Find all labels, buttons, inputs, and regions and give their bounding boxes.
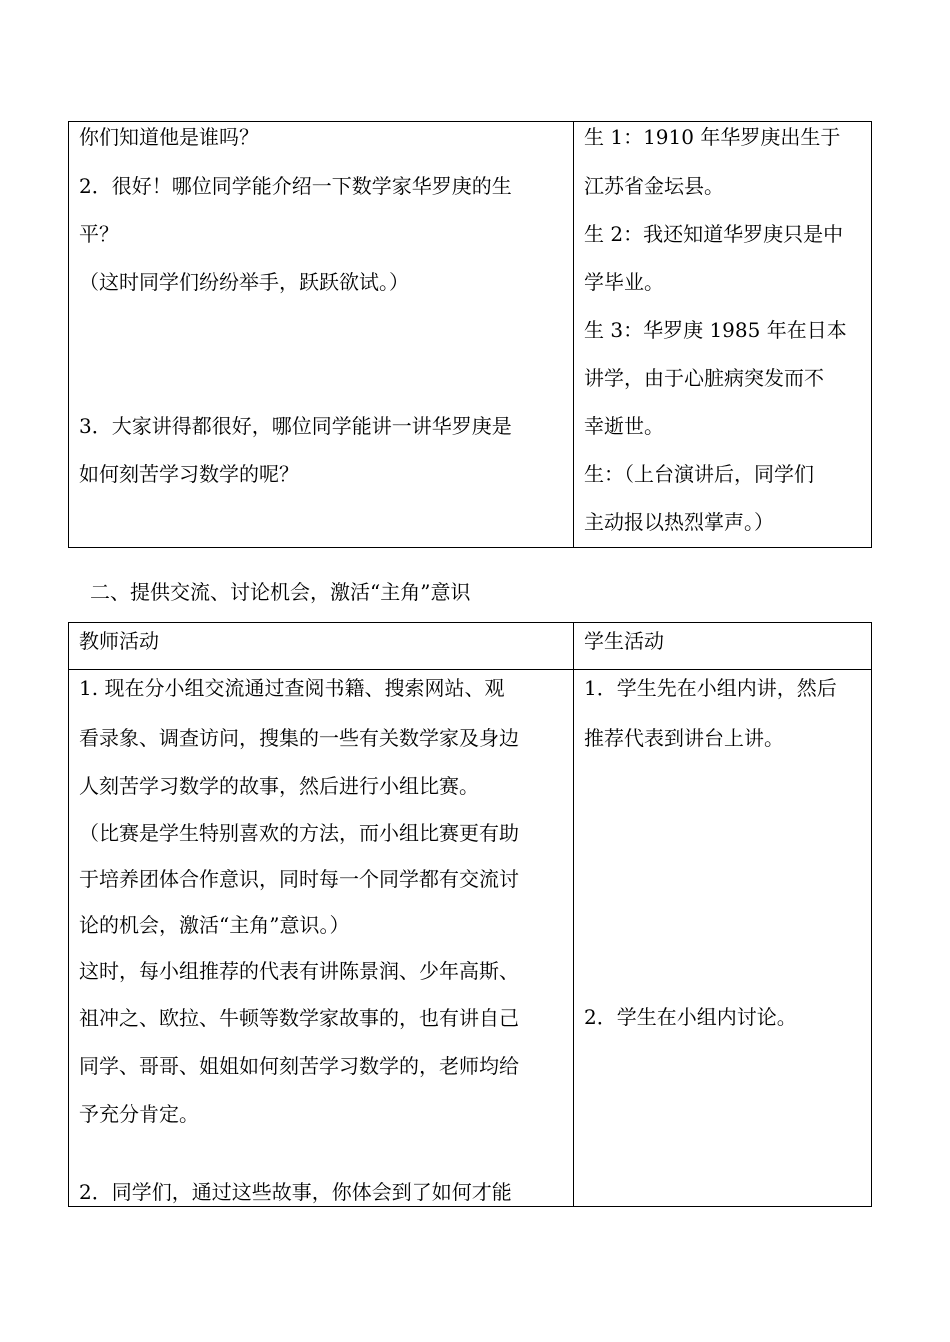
section-heading: 二、提供交流、讨论机会，激活“主角”意识: [90, 580, 471, 604]
text-line: 平？: [79, 222, 119, 246]
text-line: 2．同学们，通过这些故事，你体会到了如何才能: [79, 1180, 512, 1204]
text-line: 1. 现在分小组交流通过查阅书籍、搜索网站、观: [79, 676, 505, 700]
table-header-row: [69, 623, 871, 670]
text-line: 推荐代表到讲台上讲。: [584, 726, 784, 750]
header-teacher-activity: 教师活动: [69, 623, 574, 669]
activity-table-1: [68, 121, 872, 548]
text-line: 祖冲之、欧拉、牛顿等数学家故事的，也有讲自己: [79, 1006, 519, 1030]
student-activity-cell: [574, 670, 871, 1207]
text-line: 予充分肯定。: [79, 1102, 199, 1126]
text-line: 看录象、调查访问，搜集的一些有关数学家及身边: [79, 726, 519, 750]
text-line: 论的机会，激活“主角”意识。）: [79, 913, 350, 937]
activity-table-2: [68, 622, 872, 1207]
text-line: 如何刻苦学习数学的呢？: [79, 462, 299, 486]
text-line: 于培养团体合作意识，同时每一个同学都有交流讨: [79, 867, 519, 891]
text-line: 生：（上台演讲后，同学们: [584, 462, 814, 486]
text-line: 幸逝世。: [584, 414, 664, 438]
blank-line: [79, 1138, 563, 1168]
text-line: 主动报以热烈掌声。）: [584, 510, 774, 534]
text-line: 1．学生先在小组内讲，然后: [584, 676, 837, 700]
teacher-activity-cell: [69, 122, 574, 547]
text-line: 这时，每小组推荐的代表有讲陈景润、少年高斯、: [79, 959, 519, 983]
text-line: 人刻苦学习数学的故事，然后进行小组比赛。: [79, 774, 479, 798]
teacher-activity-cell: [69, 670, 574, 1207]
blank-line: [79, 354, 563, 402]
text-line: （比赛是学生特别喜欢的方法，而小组比赛更有助: [79, 821, 519, 845]
text-line: 3．大家讲得都很好，哪位同学能讲一讲华罗庚是: [79, 414, 512, 438]
text-line: （这时同学们纷纷举手，跃跃欲试。）: [79, 270, 409, 294]
text-line: 生 1：1910 年华罗庚出生于: [584, 125, 841, 149]
table-body-row: [69, 670, 871, 1207]
text-line: 2．学生在小组内讨论。: [584, 1005, 797, 1029]
header-student-activity: 学生活动: [584, 629, 664, 653]
text-line: 同学、哥哥、姐姐如何刻苦学习数学的，老师均给: [79, 1054, 519, 1078]
text-line: 江苏省金坛县。: [584, 174, 724, 198]
text-line: 你们知道他是谁吗？: [79, 125, 259, 149]
text-line: 生 3：华罗庚 1985 年在日本: [584, 318, 847, 342]
blank-line: [79, 306, 563, 354]
text-line: 讲学，由于心脏病突发而不: [584, 366, 824, 390]
text-line: 2．很好！哪位同学能介绍一下数学家华罗庚的生: [79, 174, 512, 198]
text-line: 学毕业。: [584, 270, 664, 294]
student-activity-cell: [574, 122, 871, 547]
blank-area: [584, 762, 861, 993]
text-line: 生 2：我还知道华罗庚只是中: [584, 222, 844, 246]
